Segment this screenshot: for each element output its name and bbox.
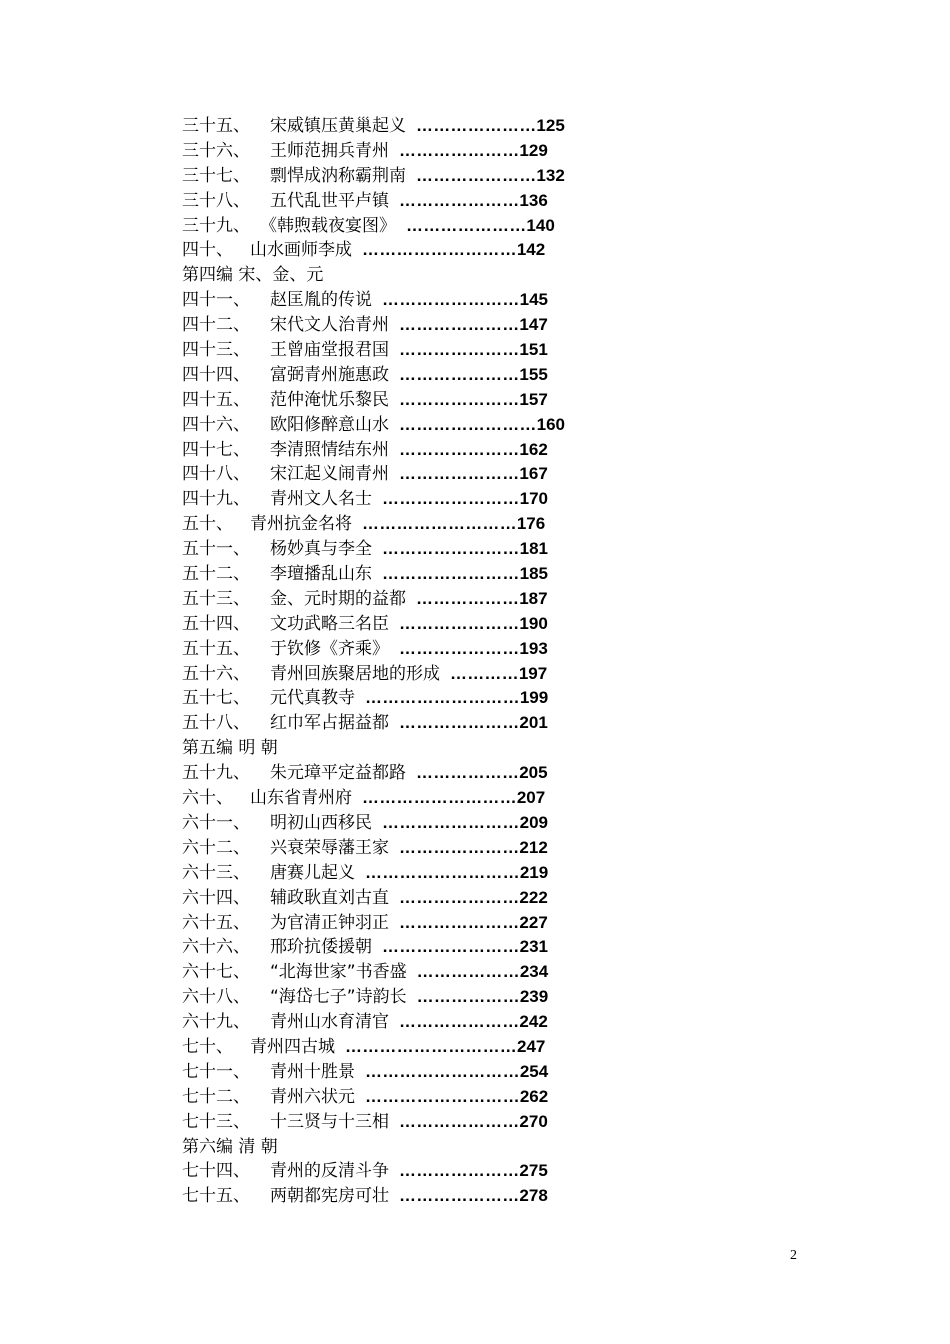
dot-leader: ………………… bbox=[399, 837, 520, 857]
dot-leader: …………………… bbox=[382, 812, 520, 832]
entry-number: 六十、 bbox=[182, 788, 233, 809]
entry-title: 范仲淹忧乐黎民 bbox=[270, 389, 389, 410]
entry-number: 三十七、 bbox=[182, 165, 250, 186]
entry-page-number: 278 bbox=[519, 1186, 548, 1206]
entry-page-number: 222 bbox=[519, 887, 548, 907]
entry-title: 宋江起义闹青州 bbox=[270, 464, 389, 485]
dot-leader: ………………… bbox=[399, 887, 520, 907]
entry-page-number: 227 bbox=[519, 912, 548, 932]
entry-number: 五十四、 bbox=[182, 613, 250, 634]
toc-entry bbox=[182, 935, 602, 960]
entry-page-number: 151 bbox=[519, 340, 548, 360]
dot-leader: ……………… bbox=[416, 588, 520, 608]
entry-page-number: 125 bbox=[536, 116, 565, 135]
entry-title: 赵匡胤的传说 bbox=[270, 290, 372, 311]
dot-leader: ……………………… bbox=[365, 1061, 520, 1081]
entry-number: 五十六、 bbox=[182, 663, 250, 684]
entry-title: 唐赛儿起义 bbox=[270, 862, 355, 883]
toc-entry bbox=[182, 512, 602, 537]
entry-page-number: 129 bbox=[519, 140, 548, 160]
entry-title: 宋威镇压黄巢起义 bbox=[270, 116, 406, 136]
entry-page-number: 162 bbox=[519, 439, 548, 459]
dot-leader: ………………… bbox=[399, 315, 520, 335]
toc-entry bbox=[182, 214, 602, 239]
dot-leader: ………………………… bbox=[345, 1036, 517, 1056]
toc-entry bbox=[182, 612, 602, 637]
entry-number: 四十四、 bbox=[182, 364, 250, 385]
dot-leader: ………………… bbox=[399, 364, 520, 384]
entry-page-number: 212 bbox=[519, 837, 548, 857]
entry-title: 青州文人名士 bbox=[270, 489, 372, 510]
toc-entry bbox=[182, 686, 602, 711]
dot-leader: …………………… bbox=[382, 564, 520, 584]
dot-leader: ………………… bbox=[399, 439, 520, 459]
entry-number: 六十一、 bbox=[182, 812, 250, 833]
entry-number: 四十三、 bbox=[182, 340, 250, 361]
dot-leader: ………………… bbox=[399, 140, 520, 160]
toc-entry bbox=[182, 1060, 602, 1085]
entry-page-number: 176 bbox=[516, 514, 546, 534]
toc-entry bbox=[182, 388, 602, 413]
dot-leader: ………………… bbox=[399, 190, 520, 210]
entry-number: 六十六、 bbox=[182, 937, 250, 958]
dot-leader: ………………… bbox=[399, 389, 520, 409]
toc-entry bbox=[182, 413, 602, 438]
toc-entry bbox=[182, 861, 602, 886]
entry-number: 七十一、 bbox=[182, 1061, 250, 1082]
entry-number: 六十五、 bbox=[182, 912, 250, 933]
entry-page-number: 254 bbox=[519, 1061, 549, 1081]
entry-title: 元代真教寺 bbox=[270, 688, 355, 709]
entry-page-number: 201 bbox=[519, 713, 548, 733]
entry-number: 五十二、 bbox=[182, 564, 250, 585]
entry-number: 六十三、 bbox=[182, 862, 250, 883]
entry-page-number: 193 bbox=[519, 638, 548, 658]
entry-title: 文功武略三名臣 bbox=[270, 613, 389, 634]
entry-number: 七十三、 bbox=[182, 1111, 250, 1132]
dot-leader: ………………… bbox=[399, 1012, 520, 1032]
entry-title: 山水画师李成 bbox=[250, 240, 352, 261]
dot-leader: ………………… bbox=[399, 613, 520, 633]
toc-entry bbox=[182, 960, 602, 985]
entry-number: 三十九、 bbox=[182, 215, 250, 236]
entry-number: 五十八、 bbox=[182, 713, 250, 734]
entry-number: 七十二、 bbox=[182, 1086, 250, 1107]
entry-number: 七十、 bbox=[182, 1036, 233, 1057]
toc-entry bbox=[182, 662, 602, 687]
entry-page-number: 205 bbox=[519, 763, 548, 783]
dot-leader: ……………………… bbox=[365, 862, 520, 882]
toc-entry bbox=[182, 338, 602, 363]
entry-page-number: 185 bbox=[519, 564, 548, 584]
dot-leader: ………………… bbox=[416, 165, 537, 185]
entry-page-number: 181 bbox=[519, 539, 548, 559]
toc-entry bbox=[182, 114, 602, 139]
entry-title: 青州六状元 bbox=[270, 1086, 355, 1107]
dot-leader: ………………… bbox=[399, 1161, 520, 1181]
entry-number: 五十五、 bbox=[182, 638, 250, 659]
entry-page-number: 219 bbox=[519, 862, 549, 882]
entry-number: 五十一、 bbox=[182, 539, 250, 560]
entry-page-number: 199 bbox=[519, 688, 549, 708]
toc-entry bbox=[182, 537, 602, 562]
toc-entry bbox=[182, 1184, 602, 1209]
entry-number: 四十一、 bbox=[182, 290, 250, 311]
entry-number: 六十四、 bbox=[182, 887, 250, 908]
entry-number: 七十五、 bbox=[182, 1186, 250, 1207]
dot-leader: ……………………… bbox=[362, 240, 517, 260]
entry-number: 三十八、 bbox=[182, 190, 250, 211]
entry-page-number: 275 bbox=[519, 1161, 548, 1181]
entry-page-number: 145 bbox=[519, 290, 548, 310]
dot-leader: …………………… bbox=[382, 539, 520, 559]
dot-leader: ………………… bbox=[399, 1186, 520, 1206]
entry-number: 四十二、 bbox=[182, 315, 250, 336]
entry-number: 五十、 bbox=[182, 514, 233, 535]
entry-title: 青州山水育清官 bbox=[270, 1012, 389, 1033]
entry-page-number: 197 bbox=[518, 663, 548, 683]
entry-title: 杨妙真与李全 bbox=[270, 539, 372, 560]
entry-title: 剽悍成汭称霸荆南 bbox=[270, 165, 406, 186]
dot-leader: ………………… bbox=[399, 340, 520, 360]
dot-leader: ………………… bbox=[399, 1111, 520, 1131]
entry-title: 欧阳修醉意山水 bbox=[270, 414, 389, 435]
entry-page-number: 147 bbox=[519, 315, 548, 335]
entry-title: 山东省青州府 bbox=[250, 788, 352, 809]
toc-entry bbox=[182, 587, 602, 612]
entry-title: “海岱七子”诗韵长 bbox=[270, 987, 407, 1008]
entry-page-number: 155 bbox=[519, 364, 548, 384]
entry-page-number: 187 bbox=[519, 588, 548, 608]
dot-leader: ……………………… bbox=[362, 788, 517, 808]
dot-leader: ……………………… bbox=[365, 1086, 520, 1106]
toc-entry bbox=[182, 761, 602, 786]
entry-number: 五十九、 bbox=[182, 763, 250, 784]
entry-title: 两朝都宪房可壮 bbox=[270, 1186, 389, 1207]
entry-number: 五十七、 bbox=[182, 688, 250, 709]
entry-title: 邢玠抗倭援朝 bbox=[270, 937, 372, 958]
entry-page-number: 247 bbox=[517, 1036, 546, 1056]
dot-leader: …………………… bbox=[382, 290, 520, 310]
entry-title: 青州抗金名将 bbox=[250, 514, 352, 535]
page-number: 2 bbox=[790, 1248, 797, 1263]
entry-title: “北海世家”书香盛 bbox=[270, 962, 407, 983]
entry-title: 于钦修《齐乘》 bbox=[270, 638, 389, 659]
entry-number: 四十五、 bbox=[182, 389, 250, 410]
toc-entry bbox=[182, 562, 602, 587]
entry-title: 李璮播乱山东 bbox=[270, 564, 372, 585]
entry-number: 六十七、 bbox=[182, 962, 250, 983]
dot-leader: ……………… bbox=[416, 962, 520, 982]
dot-leader: …………………… bbox=[382, 489, 520, 509]
dot-leader: ……………… bbox=[416, 987, 520, 1007]
section-heading: 第六编 清 朝 bbox=[182, 1136, 278, 1157]
toc-entry bbox=[182, 487, 602, 512]
entry-number: 四十七、 bbox=[182, 439, 250, 460]
toc-entry bbox=[182, 911, 602, 936]
entry-title: 五代乱世平卢镇 bbox=[270, 190, 389, 211]
entry-number: 四十六、 bbox=[182, 414, 250, 435]
entry-title: 明初山西移民 bbox=[270, 812, 372, 833]
dot-leader: ………………… bbox=[399, 638, 520, 658]
toc-entry bbox=[182, 811, 602, 836]
entry-page-number: 239 bbox=[519, 987, 549, 1007]
dot-leader: ………………… bbox=[399, 912, 520, 932]
toc-entry bbox=[182, 462, 602, 487]
entry-page-number: 132 bbox=[536, 165, 565, 185]
toc-entry bbox=[182, 164, 602, 189]
toc-entry bbox=[182, 1085, 602, 1110]
entry-title: 宋代文人治青州 bbox=[270, 315, 389, 336]
entry-title: 青州的反清斗争 bbox=[270, 1161, 389, 1182]
section-heading: 第五编 明 朝 bbox=[182, 738, 278, 759]
entry-page-number: 242 bbox=[519, 1012, 548, 1032]
entry-title: 王曾庙堂报君国 bbox=[270, 340, 389, 361]
entry-number: 四十九、 bbox=[182, 489, 250, 510]
toc-entry bbox=[182, 1035, 602, 1060]
toc-entry bbox=[182, 637, 602, 662]
entry-page-number: 160 bbox=[536, 414, 565, 434]
dot-leader: ………………… bbox=[406, 215, 527, 235]
toc-entry bbox=[182, 139, 602, 164]
toc-entry bbox=[182, 836, 602, 861]
entry-title: 辅政耿直刘古直 bbox=[270, 887, 389, 908]
entry-title: 红巾军占据益都 bbox=[270, 713, 389, 734]
entry-title: 兴衰荣辱藩王家 bbox=[270, 837, 389, 858]
entry-title: 李清照情结东州 bbox=[270, 439, 389, 460]
toc-entry bbox=[182, 711, 602, 736]
entry-page-number: 209 bbox=[519, 812, 548, 832]
entry-number: 四十、 bbox=[182, 240, 233, 261]
entry-number: 六十二、 bbox=[182, 837, 250, 858]
entry-number: 五十三、 bbox=[182, 588, 250, 609]
entry-page-number: 207 bbox=[516, 788, 546, 808]
toc-entry bbox=[182, 886, 602, 911]
entry-number: 六十八、 bbox=[182, 987, 250, 1008]
toc-entry bbox=[182, 363, 602, 388]
dot-leader: ………………… bbox=[416, 116, 537, 135]
entry-page-number: 167 bbox=[519, 464, 548, 484]
entry-page-number: 157 bbox=[519, 389, 548, 409]
entry-page-number: 231 bbox=[519, 937, 548, 957]
entry-page-number: 190 bbox=[519, 613, 548, 633]
dot-leader: ………… bbox=[450, 663, 519, 683]
entry-title: 青州四古城 bbox=[250, 1036, 335, 1057]
entry-title: 朱元璋平定益都路 bbox=[270, 763, 406, 784]
entry-page-number: 140 bbox=[526, 215, 555, 235]
toc-entry bbox=[182, 313, 602, 338]
toc-entry bbox=[182, 288, 602, 313]
toc-entry bbox=[182, 1159, 602, 1184]
dot-leader: …………………… bbox=[382, 937, 520, 957]
dot-leader: ………………… bbox=[399, 464, 520, 484]
entry-page-number: 142 bbox=[516, 240, 546, 260]
toc-entry bbox=[182, 985, 602, 1010]
entry-number: 四十八、 bbox=[182, 464, 250, 485]
dot-leader: ………………… bbox=[399, 713, 520, 733]
entry-page-number: 270 bbox=[519, 1111, 548, 1131]
entry-title: 青州回族聚居地的形成 bbox=[270, 663, 440, 684]
entry-page-number: 136 bbox=[519, 190, 548, 210]
entry-number: 六十九、 bbox=[182, 1012, 250, 1033]
dot-leader: ……………………… bbox=[362, 514, 517, 534]
toc-entry bbox=[182, 786, 602, 811]
toc-entry bbox=[182, 1010, 602, 1035]
table-of-contents bbox=[182, 114, 602, 1209]
toc-entry bbox=[182, 1110, 602, 1135]
entry-page-number: 234 bbox=[519, 962, 549, 982]
entry-title: 青州十胜景 bbox=[270, 1061, 355, 1082]
entry-page-number: 262 bbox=[519, 1086, 549, 1106]
entry-title: 王师范拥兵青州 bbox=[270, 140, 389, 161]
entry-number: 七十四、 bbox=[182, 1161, 250, 1182]
entry-number: 三十六、 bbox=[182, 140, 250, 161]
entry-title: 《韩煦载夜宴图》 bbox=[260, 215, 396, 236]
entry-title: 为官清正钟羽正 bbox=[270, 912, 389, 933]
entry-number: 三十五、 bbox=[182, 116, 250, 136]
entry-page-number: 170 bbox=[519, 489, 548, 509]
entry-title: 十三贤与十三相 bbox=[270, 1111, 389, 1132]
dot-leader: …………………… bbox=[399, 414, 537, 434]
entry-title: 富弼青州施惠政 bbox=[270, 364, 389, 385]
toc-entry bbox=[182, 238, 602, 263]
toc-entry bbox=[182, 189, 602, 214]
section-heading: 第四编 宋、金、元 bbox=[182, 265, 324, 286]
entry-title: 金、元时期的益都 bbox=[270, 588, 406, 609]
toc-entry bbox=[182, 438, 602, 463]
dot-leader: ……………… bbox=[416, 763, 520, 783]
dot-leader: ……………………… bbox=[365, 688, 520, 708]
